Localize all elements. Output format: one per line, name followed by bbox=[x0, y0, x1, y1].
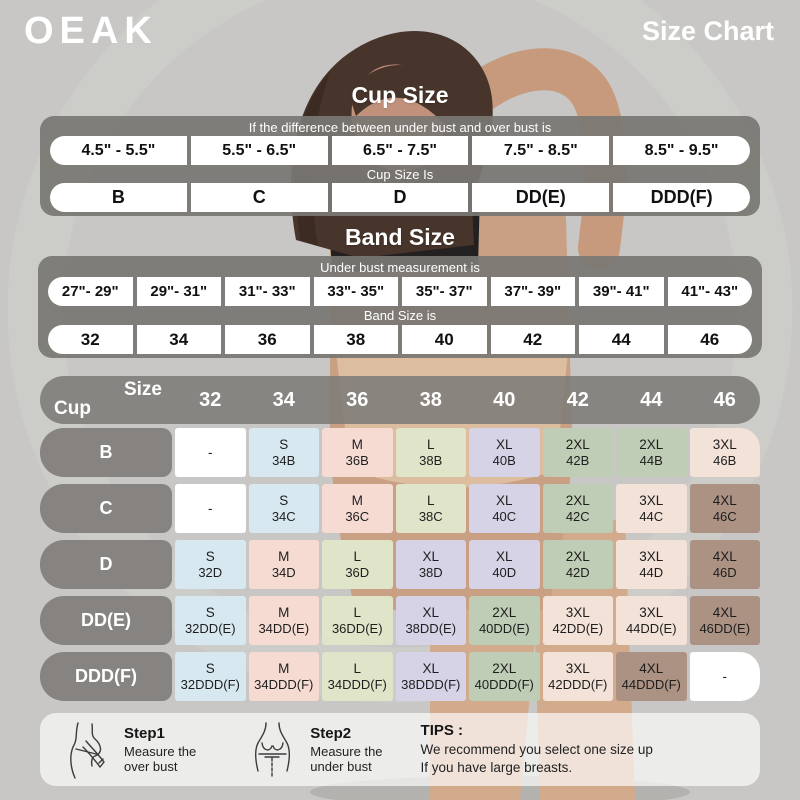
band-number: 46 bbox=[668, 325, 753, 354]
row-cup-label: DD(E) bbox=[40, 596, 172, 645]
size-cell: 2XL 42C bbox=[543, 484, 614, 533]
step1-line2: over bust bbox=[124, 759, 178, 774]
column-header: 40 bbox=[493, 388, 516, 411]
size-cell: L 36DD(E) bbox=[322, 596, 393, 645]
band-number: 36 bbox=[225, 325, 310, 354]
column-header: 42 bbox=[566, 388, 589, 411]
size-cell: XL 40B bbox=[469, 428, 540, 477]
measure-guide-footer bbox=[40, 713, 760, 786]
step1-line1: Measure the bbox=[124, 744, 197, 759]
cup-size-subtitle: If the difference between under bust and over bust is bbox=[248, 119, 552, 135]
size-cell: XL 40D bbox=[469, 540, 540, 589]
table-row bbox=[40, 428, 760, 477]
tips-line1: We recommend you select one size up bbox=[420, 742, 653, 757]
table-row bbox=[40, 596, 760, 645]
band-number: 44 bbox=[579, 325, 664, 354]
size-cell: S 34C bbox=[249, 484, 320, 533]
size-cell: L 38C bbox=[396, 484, 467, 533]
step2-line1: Measure the bbox=[310, 744, 383, 759]
cup-letter: DDD(F) bbox=[613, 183, 750, 212]
brand-logo: OEAK bbox=[24, 10, 158, 52]
cup-diff-value: 7.5" - 8.5" bbox=[472, 136, 609, 165]
cup-letter: C bbox=[191, 183, 328, 212]
table-row bbox=[40, 652, 760, 701]
step2-line2: under bust bbox=[310, 759, 372, 774]
underbust-value: 39"- 41" bbox=[579, 277, 664, 306]
cup-diff-value: 6.5" - 7.5" bbox=[332, 136, 469, 165]
step1-group bbox=[62, 719, 196, 781]
tips-line2: If you have large breasts. bbox=[420, 760, 573, 775]
size-cell: 3XL 44D bbox=[616, 540, 687, 589]
measure-under-bust-icon bbox=[248, 719, 296, 781]
cup-size-is-label: Cup Size Is bbox=[366, 166, 434, 182]
tips-block bbox=[421, 722, 653, 777]
size-cell: 4XL 44DDD(F) bbox=[616, 652, 687, 701]
size-cell: 2XL 42D bbox=[543, 540, 614, 589]
cup-letter-row bbox=[50, 183, 750, 212]
underbust-value: 33"- 35" bbox=[314, 277, 399, 306]
measure-over-bust-icon bbox=[62, 719, 110, 781]
size-cell: - bbox=[175, 484, 246, 533]
size-cell: 2XL 44B bbox=[616, 428, 687, 477]
size-cell: XL 40C bbox=[469, 484, 540, 533]
size-cell: XL 38D bbox=[396, 540, 467, 589]
size-cell: M 36B bbox=[322, 428, 393, 477]
step2-title: Step2 bbox=[310, 725, 352, 742]
underbust-value: 35"- 37" bbox=[402, 277, 487, 306]
band-number-row bbox=[48, 325, 752, 354]
band-number: 42 bbox=[491, 325, 576, 354]
column-header: 36 bbox=[346, 388, 369, 411]
band-number: 38 bbox=[314, 325, 399, 354]
band-size-is-label: Band Size is bbox=[363, 308, 437, 323]
size-cell: 2XL 42B bbox=[543, 428, 614, 477]
band-number: 34 bbox=[137, 325, 222, 354]
column-header: 38 bbox=[419, 388, 442, 411]
size-cell: S 32D bbox=[175, 540, 246, 589]
band-size-title: Band Size bbox=[345, 224, 455, 250]
row-cup-label: DDD(F) bbox=[40, 652, 172, 701]
cup-size-title: Cup Size bbox=[351, 82, 449, 108]
cup-diff-value: 8.5" - 9.5" bbox=[613, 136, 750, 165]
size-cell: 4XL 46D bbox=[690, 540, 761, 589]
size-cell: 3XL 42DDD(F) bbox=[543, 652, 614, 701]
size-cell: XL 38DDD(F) bbox=[396, 652, 467, 701]
row-cup-label: B bbox=[40, 428, 172, 477]
column-header: 34 bbox=[272, 388, 295, 411]
cup-size-panel bbox=[40, 116, 760, 216]
matrix-corner-cell bbox=[40, 376, 172, 424]
size-cell: M 34DD(E) bbox=[249, 596, 320, 645]
cup-letter: D bbox=[332, 183, 469, 212]
size-cell: 4XL 46C bbox=[690, 484, 761, 533]
row-cup-label: D bbox=[40, 540, 172, 589]
underbust-value: 41"- 43" bbox=[668, 277, 753, 306]
size-cell: L 34DDD(F) bbox=[322, 652, 393, 701]
size-cell: 3XL 46B bbox=[690, 428, 761, 477]
underbust-value: 27"- 29" bbox=[48, 277, 133, 306]
size-cell: - bbox=[175, 428, 246, 477]
size-cell: L 36D bbox=[322, 540, 393, 589]
step1-title: Step1 bbox=[124, 725, 165, 742]
size-cell: 3XL 44DD(E) bbox=[616, 596, 687, 645]
size-cell: S 32DDD(F) bbox=[175, 652, 246, 701]
table-row bbox=[40, 484, 760, 533]
size-cell: 4XL 46DD(E) bbox=[690, 596, 761, 645]
size-cell: S 32DD(E) bbox=[175, 596, 246, 645]
size-cell: XL 38DD(E) bbox=[396, 596, 467, 645]
cup-diff-row bbox=[50, 136, 750, 165]
corner-cup-label: Cup bbox=[54, 398, 91, 419]
underbust-value: 29"- 31" bbox=[137, 277, 222, 306]
corner-size-label: Size bbox=[123, 379, 162, 400]
size-cell: M 34DDD(F) bbox=[249, 652, 320, 701]
column-header: 44 bbox=[640, 388, 663, 411]
size-cell: L 38B bbox=[396, 428, 467, 477]
cup-diff-value: 4.5" - 5.5" bbox=[50, 136, 187, 165]
band-size-panel bbox=[38, 256, 762, 358]
band-number: 32 bbox=[48, 325, 133, 354]
cup-diff-value: 5.5" - 6.5" bbox=[191, 136, 328, 165]
step2-group bbox=[248, 719, 382, 781]
cup-letter: B bbox=[50, 183, 187, 212]
column-header: 32 bbox=[199, 388, 222, 411]
table-row bbox=[40, 540, 760, 589]
size-cell: S 34B bbox=[249, 428, 320, 477]
size-cell: M 34D bbox=[249, 540, 320, 589]
matrix-header-row bbox=[40, 376, 760, 424]
underbust-row bbox=[48, 277, 752, 306]
band-number: 40 bbox=[402, 325, 487, 354]
underbust-value: 37"- 39" bbox=[491, 277, 576, 306]
size-cell: 2XL 40DDD(F) bbox=[469, 652, 540, 701]
matrix-column-headers bbox=[175, 376, 760, 424]
size-cell: M 36C bbox=[322, 484, 393, 533]
size-cell: 2XL 40DD(E) bbox=[469, 596, 540, 645]
size-cell: 3XL 42DD(E) bbox=[543, 596, 614, 645]
page-title: Size Chart bbox=[641, 16, 774, 46]
size-cell: 3XL 44C bbox=[616, 484, 687, 533]
column-header: 46 bbox=[713, 388, 736, 411]
cup-letter: DD(E) bbox=[472, 183, 609, 212]
band-size-subtitle: Under bust measurement is bbox=[320, 260, 480, 275]
underbust-value: 31"- 33" bbox=[225, 277, 310, 306]
row-cup-label: C bbox=[40, 484, 172, 533]
tips-title: TIPS : bbox=[420, 722, 464, 739]
size-cell: - bbox=[690, 652, 761, 701]
